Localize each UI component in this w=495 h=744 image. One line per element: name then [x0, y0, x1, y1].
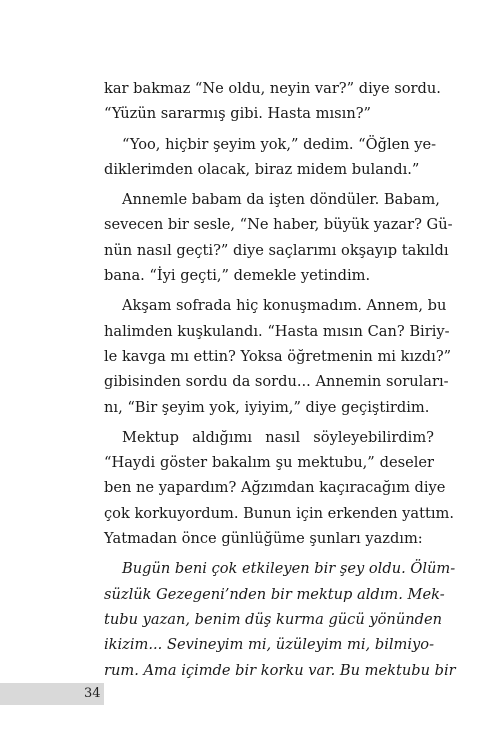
text-line: rum. Ama içimde bir korku var. Bu mektubu bir — [104, 661, 456, 679]
text-line: Mektup aldığımı nasıl söyleyebilirdim? — [122, 428, 434, 446]
page-number: 34 — [84, 686, 101, 701]
paragraph-5 — [104, 425, 454, 551]
text-line: Bugün beni çok etkileyen bir şey oldu. Ölüm- — [122, 560, 456, 578]
text-line: sevecen bir sesle, “Ne haber, büyük yazar? Gü- — [104, 216, 453, 234]
paragraph-1 — [104, 76, 441, 127]
text-line: “Haydi göster bakalım şu mektubu,” deseler — [104, 454, 434, 472]
paragraph-3 — [104, 187, 453, 288]
text-line: ikizim... Sevineyim mi, üzüleyim mi, bilmiyo- — [104, 636, 434, 654]
text-line: le kavga mı ettin? Yoksa öğretmenin mi kızdı?” — [104, 347, 452, 365]
paragraph-4 — [104, 293, 452, 419]
text-line: “Yüzün sararmış gibi. Hasta mısın?” — [104, 105, 371, 123]
text-line: Yatmadan önce günlüğüme şunları yazdım: — [104, 530, 423, 548]
text-line: ben ne yapardım? Ağzımdan kaçıracağım diye — [104, 479, 446, 497]
text-line: Akşam sofrada hiç konuşmadım. Annem, bu — [122, 297, 447, 315]
page-body-text — [104, 76, 456, 688]
text-line: halimden kuşkulandı. “Hasta mısın Can? Biriy- — [104, 322, 450, 340]
text-line: süzlük Gezegeni’nden bir mektup aldım. Mek- — [104, 585, 445, 603]
text-line: nün nasıl geçti?” diye saçlarımı okşayıp takıldı — [104, 241, 449, 259]
text-line: nı, “Bir şeyim yok, iyiyim,” diye geçiştirdim. — [104, 398, 430, 416]
text-line: bana. “İyi geçti,” demekle yetindim. — [104, 267, 371, 285]
text-line: Annemle babam da işten döndüler. Babam, — [122, 191, 440, 209]
text-line: diklerimden olacak, biraz midem bulandı.” — [104, 160, 420, 178]
paragraph-6 — [104, 556, 456, 682]
text-line: çok korkuyordum. Bunun için erkenden yattım. — [104, 504, 454, 522]
text-line: tubu yazan, benim düş kurma gücü yönünden — [104, 610, 443, 628]
text-line: “Yoo, hiçbir şeyim yok,” dedim. “Öğlen ye- — [122, 135, 437, 153]
text-line: gibisinden sordu da sordu... Annemin soruları- — [104, 373, 449, 391]
text-line: kar bakmaz “Ne oldu, neyin var?” diye sordu. — [104, 80, 441, 97]
paragraph-2 — [104, 132, 437, 183]
